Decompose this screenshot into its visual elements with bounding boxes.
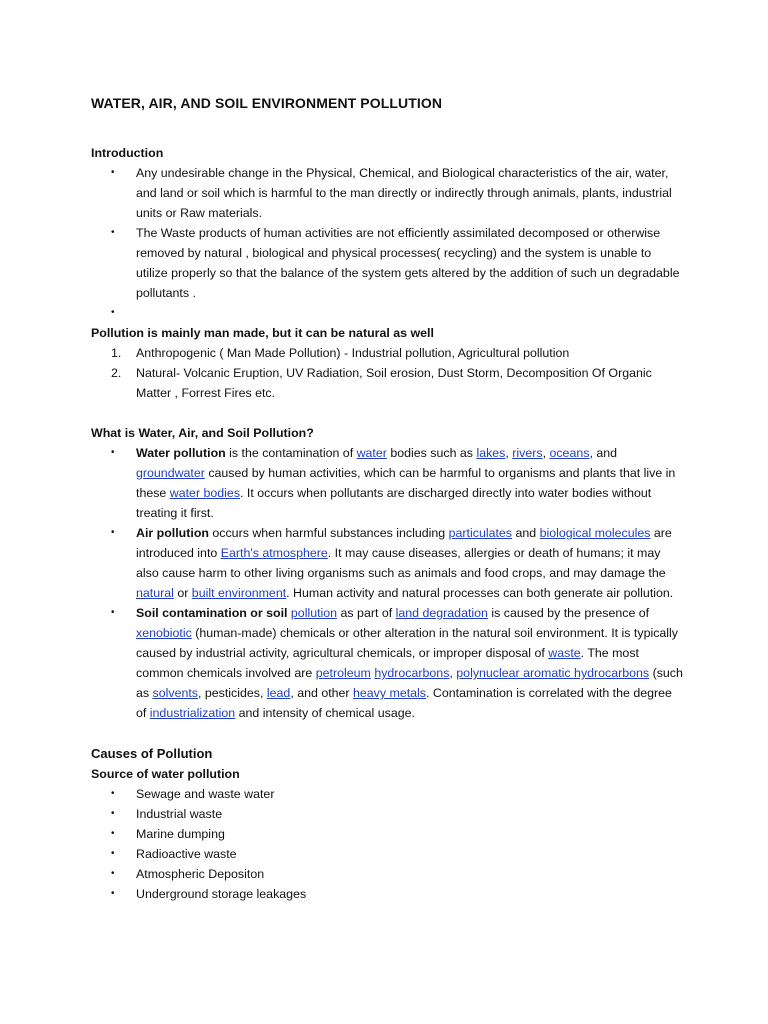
- body-text: (such as: [136, 666, 683, 700]
- bullet-marker: •: [111, 307, 115, 318]
- bullet-marker: •: [111, 888, 115, 899]
- link-earths-atmosphere[interactable]: Earth's atmosphere: [220, 546, 328, 560]
- air-pollution-item: [91, 523, 683, 603]
- link-rivers[interactable]: rivers: [512, 446, 543, 460]
- list-item-text: Marine dumping: [136, 827, 225, 841]
- link-hydrocarbons[interactable]: hydrocarbons: [374, 666, 450, 680]
- water-source-list: [91, 784, 683, 904]
- intro-bullet-text: The Waste products of human activities are not efficiently assimilated decomposed or otherwise removed by natural , biological and physical processes( recycling) and the system is unable to utilize properly so that the balance of the system gets altered by the addition of such un degradable pollutants .: [136, 226, 680, 300]
- document-page: [91, 92, 683, 904]
- what-is-heading: What is Water, Air, and Soil Pollution?: [91, 426, 314, 440]
- body-text: , and: [589, 446, 617, 460]
- list-number: 2.: [111, 366, 122, 380]
- bullet-marker: •: [111, 447, 115, 458]
- link-land-degradation[interactable]: land degradation: [395, 606, 488, 620]
- link-heavy-metals[interactable]: heavy metals: [353, 686, 427, 700]
- bullet-marker: •: [111, 607, 115, 618]
- bullet-marker: •: [111, 848, 115, 859]
- link-polynuclear-aromatic-hydrocarbons[interactable]: polynuclear aromatic hydrocarbons: [456, 666, 650, 680]
- body-text: . Human activity and natural processes can both generate air pollution.: [286, 586, 674, 600]
- water-source-heading: Source of water pollution: [91, 767, 240, 781]
- link-biological-molecules[interactable]: biological molecules: [539, 526, 651, 540]
- list-number: 1.: [111, 346, 122, 360]
- list-item-text: Underground storage leakages: [136, 887, 307, 901]
- bullet-marker: •: [111, 167, 115, 178]
- link-xenobiotic[interactable]: xenobiotic: [136, 626, 192, 640]
- list-item: [91, 784, 683, 804]
- term-air-pollution: Air pollution: [136, 526, 209, 540]
- what-is-list: [91, 443, 683, 723]
- body-text: (human-made) chemicals or other alteration in the natural soil environment. It is typically caused by industrial activity, agricultural chemicals, or improper disposal of: [136, 626, 679, 660]
- body-text: caused by human activities, which can be harmful to organisms and plants that live in these: [136, 466, 676, 500]
- document-title: WATER, AIR, AND SOIL ENVIRONMENT POLLUTION: [91, 95, 443, 111]
- link-water-bodies[interactable]: water bodies: [169, 486, 241, 500]
- water-pollution-item: [91, 443, 683, 523]
- body-text: . The most common chemicals involved are: [136, 646, 639, 680]
- body-text: are introduced into: [136, 526, 672, 560]
- list-item: [91, 804, 683, 824]
- link-industrialization[interactable]: industrialization: [149, 706, 236, 720]
- link-solvents[interactable]: solvents: [152, 686, 198, 700]
- link-pollution[interactable]: pollution: [290, 606, 338, 620]
- body-text: and intensity of chemical usage.: [235, 706, 415, 720]
- body-text: bodies such as: [386, 446, 477, 460]
- body-text: is caused by the presence of: [487, 606, 650, 620]
- list-item: [91, 864, 683, 884]
- link-petroleum[interactable]: petroleum: [315, 666, 371, 680]
- body-text: , and other: [290, 686, 353, 700]
- pollution-sources-heading: Pollution is mainly man made, but it can be natural as well: [91, 326, 434, 340]
- intro-bullet-1: [91, 163, 683, 223]
- list-item: [91, 884, 683, 904]
- list-item: [91, 824, 683, 844]
- body-text: or: [173, 586, 192, 600]
- pollution-source-item: [91, 343, 683, 363]
- bullet-marker: •: [111, 868, 115, 879]
- term-soil-contamination: Soil contamination or soil: [136, 606, 291, 620]
- term-water-pollution: Water pollution: [136, 446, 226, 460]
- pollution-source-text: Natural- Volcanic Eruption, UV Radiation, Soil erosion, Dust Storm, Decomposition Of Organic Matter , Forrest Fires etc.: [136, 366, 652, 400]
- link-waste[interactable]: waste: [548, 646, 581, 660]
- link-natural[interactable]: natural: [136, 586, 174, 600]
- intro-bullet-2: [91, 223, 683, 303]
- list-item: [91, 844, 683, 864]
- body-text: is the contamination of: [225, 446, 357, 460]
- link-built-environment[interactable]: built environment: [191, 586, 287, 600]
- link-lakes[interactable]: lakes: [476, 446, 506, 460]
- bullet-marker: •: [111, 227, 115, 238]
- pollution-sources-list: [91, 343, 683, 403]
- soil-pollution-item: [91, 603, 683, 723]
- link-water[interactable]: water: [356, 446, 387, 460]
- list-item-text: Sewage and waste water: [136, 787, 275, 801]
- body-text: ,: [505, 446, 513, 460]
- body-text: and: [512, 526, 540, 540]
- body-text: ,: [542, 446, 550, 460]
- link-groundwater[interactable]: groundwater: [136, 466, 205, 480]
- pollution-source-text: Anthropogenic ( Man Made Pollution) - Industrial pollution, Agricultural pollution: [136, 346, 570, 360]
- link-oceans[interactable]: oceans: [549, 446, 590, 460]
- body-text: as part of: [337, 606, 396, 620]
- bullet-marker: •: [111, 808, 115, 819]
- link-particulates[interactable]: particulates: [448, 526, 513, 540]
- body-text: , pesticides,: [198, 686, 267, 700]
- list-item-text: Atmospheric Depositon: [136, 867, 265, 881]
- body-text: ,: [449, 666, 457, 680]
- bullet-marker: •: [111, 828, 115, 839]
- list-item-text: Industrial waste: [136, 807, 223, 821]
- bullet-marker: •: [111, 788, 115, 799]
- pollution-source-item: [91, 363, 683, 403]
- intro-bullet-text: Any undesirable change in the Physical, Chemical, and Biological characteristics of the air, water, and land or soil which is harmful to the man directly or indirectly through animals, plants, industrial units or Raw materials.: [136, 166, 672, 220]
- causes-heading: Causes of Pollution: [91, 746, 213, 761]
- intro-bullet-empty: [91, 303, 683, 323]
- link-lead[interactable]: lead: [266, 686, 291, 700]
- body-text: . Contamination is correlated with the degree of: [136, 686, 672, 720]
- body-text: . It occurs when pollutants are discharged directly into water bodies without treating it first.: [136, 486, 652, 520]
- intro-heading: Introduction: [91, 146, 164, 160]
- body-text: occurs when harmful substances including: [208, 526, 449, 540]
- bullet-marker: •: [111, 527, 115, 538]
- body-text: . It may cause diseases, allergies or death of humans; it may also cause harm to other living organisms such as animals and food crops, and may damage the: [136, 546, 666, 580]
- intro-list: [91, 163, 683, 323]
- list-item-text: Radioactive waste: [136, 847, 237, 861]
